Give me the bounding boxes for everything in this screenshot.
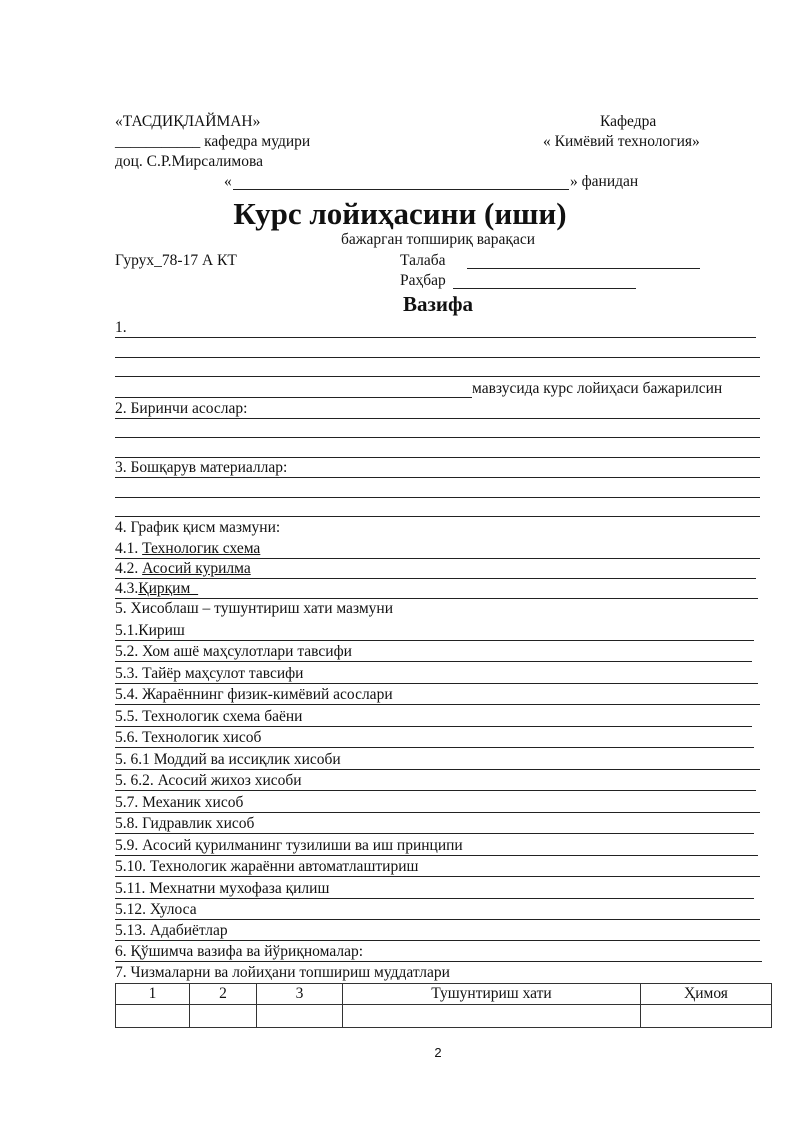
head-blank: ___________	[115, 133, 201, 150]
item-5-6-1: 5. 6.1 Моддий ва иссиқлик хисоби	[115, 751, 760, 771]
item-1: 1.	[115, 319, 756, 339]
item-5-10: 5.10. Технологик жараённи автоматлаштириш	[115, 858, 760, 878]
item-5-13: 5.13. Адабиётлар	[115, 922, 760, 942]
table-header-cell: 1	[116, 984, 190, 1005]
table-cell	[190, 1005, 257, 1028]
item-5-9: 5.9. Асосий қурилманинг тузилиши ва иш принципи	[115, 837, 758, 857]
advisor-line	[453, 288, 636, 289]
item-1-tail: мавзусида курс лойиҳаси бажарилсин	[472, 380, 723, 397]
dept-name: « Кимёвий технология»	[543, 133, 700, 150]
item-7: 7. Чизмаларни ва лойиҳани топшириш муддатлари	[115, 964, 450, 981]
table-header-row	[116, 984, 772, 1005]
item-3: 3. Бошқарув материаллар:	[115, 459, 760, 479]
blank-line	[115, 516, 760, 517]
subject-prefix: «	[224, 173, 232, 190]
document-subtitle: бажарган топшириқ варақаси	[340, 231, 535, 248]
item-5-1: 5.1.Кириш	[115, 622, 754, 642]
item-5: 5. Хисоблаш – тушунтириш хати мазмуни	[115, 600, 393, 617]
page-number: 2	[434, 1045, 442, 1060]
table-cell	[641, 1005, 772, 1028]
item-5-2: 5.2. Хом ашё маҳсулотлари тавсифи	[115, 643, 752, 663]
head-line	[115, 133, 310, 151]
item-5-11: 5.11. Мехнатни мухофаза қилиш	[115, 880, 754, 900]
head-title: кафедра мудири	[204, 133, 311, 150]
blank-line	[115, 437, 760, 438]
item-4-3: 4.3.Қирқим_	[115, 580, 758, 600]
deadline-table	[115, 983, 772, 1028]
blank-line	[115, 457, 760, 458]
table-header-cell: 3	[257, 984, 343, 1005]
table-header-cell: Тушунтириш хати	[343, 984, 641, 1005]
head-name: доц. С.Р.Мирсалимова	[115, 153, 263, 170]
approve-label: «ТАСДИҚЛАЙМАН»	[115, 113, 261, 130]
subject-line	[233, 189, 569, 190]
item-5-6: 5.6. Технологик хисоб	[115, 729, 754, 749]
table-row	[116, 1005, 772, 1028]
advisor-label: Раҳбар	[400, 272, 446, 289]
dept-label: Кафедра	[600, 113, 657, 130]
item-5-4: 5.4. Жараённинг физик-кимёвий асослари	[115, 686, 760, 706]
task-title: Вазифа	[402, 292, 474, 316]
table-header-cell: Ҳимоя	[641, 984, 772, 1005]
document-title: Курс лойиҳасини (иши)	[233, 196, 567, 231]
table-cell	[116, 1005, 190, 1028]
table-cell	[257, 1005, 343, 1028]
item-6: 6. Қўшимча вазифа ва йўриқномалар:	[115, 943, 762, 963]
blank-line	[115, 497, 760, 498]
item-4-2: 4.2. Асосий курилма	[115, 560, 756, 580]
item-4-1: 4.1. Технологик схема	[115, 540, 760, 560]
item-5-8: 5.8. Гидравлик хисоб	[115, 815, 754, 835]
item-5-12: 5.12. Хулоса	[115, 901, 760, 921]
blank-line	[115, 397, 472, 398]
blank-line	[115, 376, 760, 377]
group-label: Гурух_78-17 А КТ	[115, 252, 237, 269]
item-4: 4. График қисм мазмуни:	[115, 519, 281, 536]
item-5-5: 5.5. Технологик схема баёни	[115, 708, 752, 728]
item-2: 2. Биринчи асослар:	[115, 400, 760, 420]
item-5-3: 5.3. Тайёр маҳсулот тавсифи	[115, 665, 758, 685]
item-5-6-2: 5. 6.2. Асосий жихоз хисоби	[115, 772, 756, 792]
item-5-7: 5.7. Механик хисоб	[115, 794, 760, 814]
subject-suffix: » фанидан	[570, 173, 639, 190]
table-cell	[343, 1005, 641, 1028]
blank-line	[115, 357, 760, 358]
student-label: Талаба	[400, 252, 446, 269]
student-line	[467, 268, 700, 269]
table-header-cell: 2	[190, 984, 257, 1005]
